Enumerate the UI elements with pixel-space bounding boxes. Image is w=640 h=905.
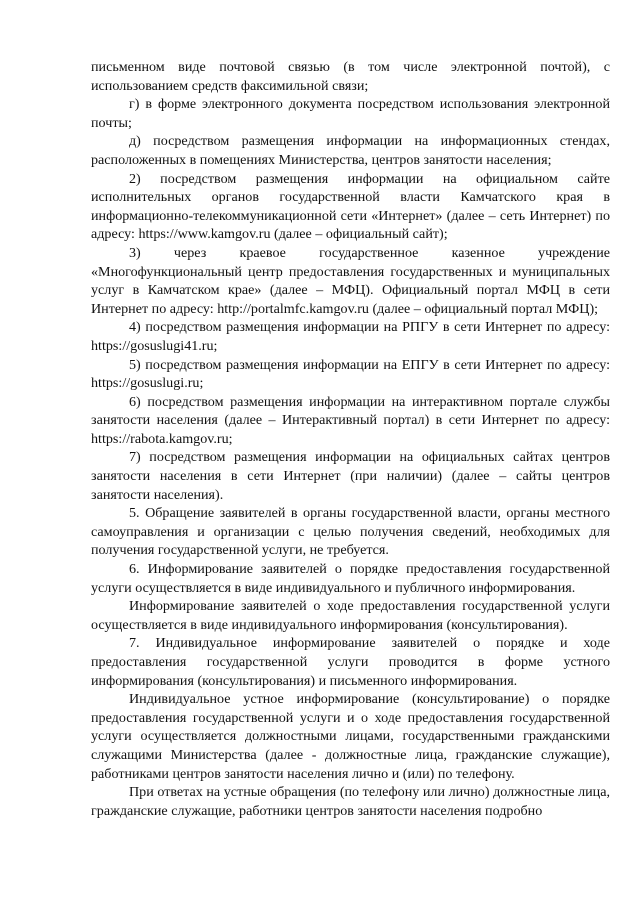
paragraph-item-d: д) посредством размещения информации на информационных стендах, расположенных в помещениях Министерства, центров занятости населения; [91, 133, 610, 168]
paragraph-item-3: 3) через краевое государственное казенное учреждение «Многофункциональный центр предоставления государственных и муниципальных услуг в Камчатском крае» (далее – МФЦ). Официальный портал МФЦ в сети Интернет по адресу: http://portalmfc.kamgov.ru (далее – официальный портал МФЦ); [91, 244, 610, 317]
paragraph-item-g: г) в форме электронного документа посредством использования электронной почты; [91, 96, 610, 131]
paragraph-item-5: 5) посредством размещения информации на ЕПГУ в сети Интернет по адресу: https://gosuslugi.ru; [91, 356, 610, 392]
paragraph-item-4: 4) посредством размещения информации на РПГУ в сети Интернет по адресу: https://gosuslugi41.ru; [91, 319, 610, 354]
paragraph-oral-consulting: Индивидуальное устное информирование (консультирование) о порядке предоставления государственной услуги и о ходе предоставления государственной услуги осуществляется должностными лицами, государственными гражданскими служащими Министерства (далее - должностные лица, гражданские служащие), работниками центров занятости населения лично и (или) по телефону. [91, 691, 610, 782]
paragraph-item-2: 2) посредством размещения информации на официальном сайте исполнительных органов государственной власти Камчатского края в информационно-телекоммуникационной сети «Интернет» (далее – сеть Интернет) по адресу: https://www.kamgov.ru (далее – официальный сайт); [91, 170, 610, 243]
paragraph-section-6: 6. Информирование заявителей о порядке предоставления государственной услуги осуществляется в виде индивидуального и публичного информирования. [91, 561, 610, 596]
paragraph-section-5: 5. Обращение заявителей в органы государственной власти, органы местного самоуправления и организации с целью получения сведений, необходимых для получения государственной услуги, не требуется. [91, 505, 610, 559]
document-body [91, 58, 610, 820]
paragraph-section-7: 7. Индивидуальное информирование заявителей о порядке и ходе предоставления государственной услуги проводится в форме устного информирования (консультирования) и письменного информирования. [91, 635, 610, 689]
paragraph-oral-answers: При ответах на устные обращения (по телефону или лично) должностные лица, гражданские служащие, работники центров занятости населения подробно [91, 784, 610, 819]
paragraph-item-7: 7) посредством размещения информации на официальных сайтах центров занятости населения в сети Интернет (при наличии) (далее – сайты центров занятости населения). [91, 449, 610, 503]
paragraph-continuation: письменном виде почтовой связью (в том числе электронной почтой), с использованием средств факсимильной связи; [91, 59, 610, 94]
paragraph-item-6: 6) посредством размещения информации на интерактивном портале службы занятости населения (далее – Интерактивный портал) в сети Интернет по адресу: https://rabota.kamgov.ru; [91, 393, 610, 447]
paragraph-informing-progress: Информирование заявителей о ходе предоставления государственной услуги осуществляется в виде индивидуального информирования (консультирования). [91, 598, 610, 633]
